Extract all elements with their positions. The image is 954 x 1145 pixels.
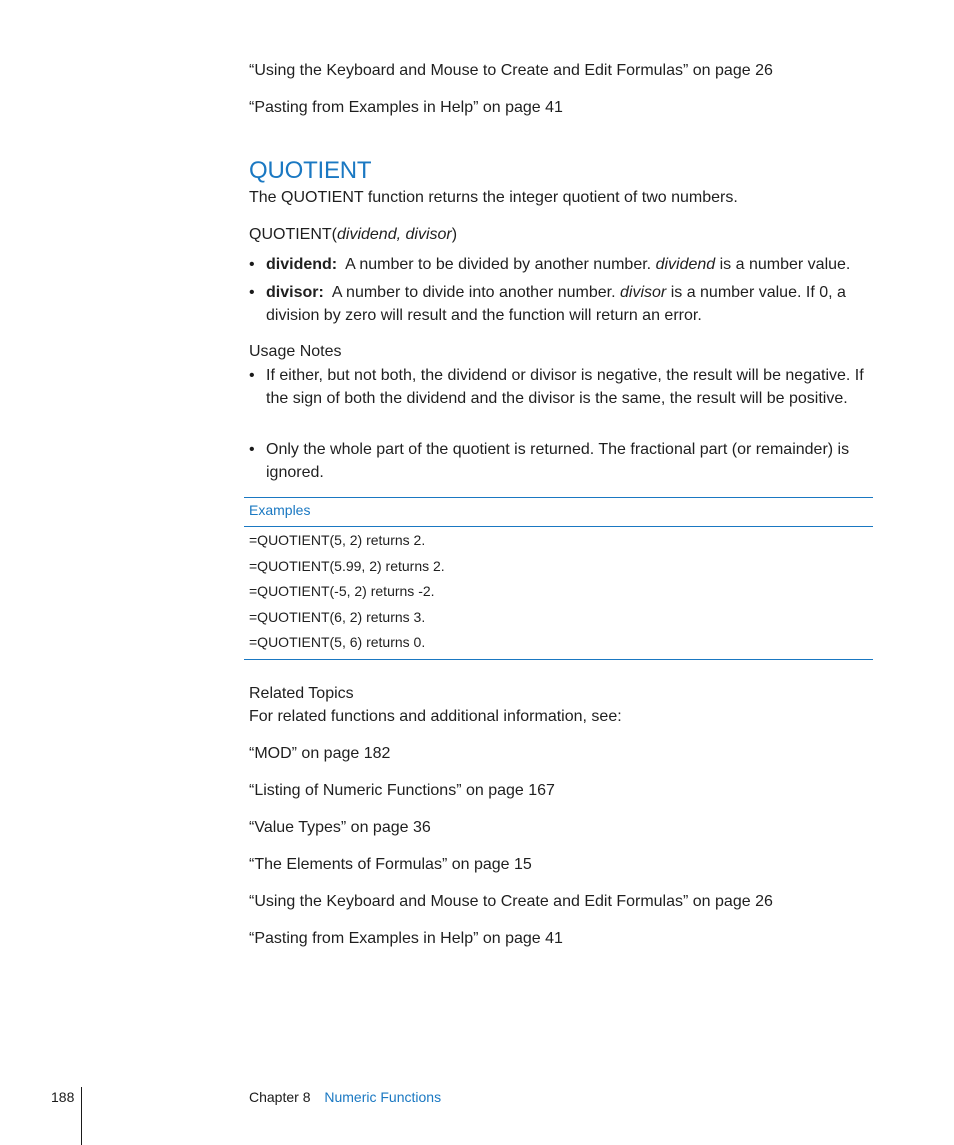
arg-term: dividend: — [266, 256, 338, 273]
usage-note: If either, but not both, the dividend or divisor is negative, the result will be negative. If the sign of both the dividend and the divisor is the same, the result will be positive. — [266, 367, 864, 407]
arg-tail: is a number value. — [719, 256, 851, 273]
related-topics-intro: For related functions and additional information, see: — [249, 708, 622, 725]
usage-note: Only the whole part of the quotient is returned. The fractional part (or remainder) is ignored. — [266, 441, 850, 481]
related-link-pasting-examples[interactable]: “Pasting from Examples in Help” on page 41 — [249, 930, 563, 947]
related-topics-heading: Related Topics — [249, 685, 354, 702]
related-link-mod[interactable]: “MOD” on page 182 — [249, 745, 391, 762]
example-row: =QUOTIENT(-5, 2) returns -2. — [249, 583, 435, 599]
arg-tail: is a number value. If 0, a division by zero will result and the function will return an error. — [266, 284, 846, 324]
related-link-numeric-functions[interactable]: “Listing of Numeric Functions” on page 167 — [249, 782, 555, 799]
section-title: QUOTIENT — [249, 157, 372, 184]
footer-chapter — [249, 1089, 441, 1105]
arg-italic-name: divisor — [620, 284, 667, 301]
page-number: 188 — [51, 1089, 75, 1105]
syntax-arguments: dividend, divisor — [337, 226, 452, 243]
arg-dividend — [266, 253, 876, 276]
arg-divisor — [266, 281, 856, 327]
top-link-keyboard-mouse[interactable]: “Using the Keyboard and Mouse to Create and Edit Formulas” on page 26 — [249, 62, 773, 79]
bullet-marker: • — [249, 367, 255, 384]
footer-chapter-label: Chapter 8 — [249, 1089, 311, 1105]
arg-italic-name: dividend — [655, 256, 716, 273]
arg-description: A number to be divided by another number. — [345, 256, 652, 273]
related-link-value-types[interactable]: “Value Types” on page 36 — [249, 819, 431, 836]
related-link-elements-of-formulas[interactable]: “The Elements of Formulas” on page 15 — [249, 856, 532, 873]
related-link-keyboard-mouse[interactable]: “Using the Keyboard and Mouse to Create and Edit Formulas” on page 26 — [249, 893, 773, 910]
footer-chapter-title[interactable]: Numeric Functions — [324, 1089, 442, 1105]
footer-divider — [81, 1087, 82, 1145]
example-row: =QUOTIENT(5, 6) returns 0. — [249, 634, 426, 650]
examples-top-rule — [244, 497, 873, 498]
usage-notes-heading: Usage Notes — [249, 343, 342, 360]
examples-bottom-rule — [244, 659, 873, 660]
example-row: =QUOTIENT(5, 2) returns 2. — [249, 532, 426, 548]
bullet-marker: • — [249, 284, 255, 301]
examples-header-rule — [244, 526, 873, 527]
examples-heading: Examples — [249, 502, 311, 518]
syntax-close-paren: ) — [451, 226, 458, 243]
bullet-marker: • — [249, 441, 255, 458]
bullet-marker: • — [249, 256, 255, 273]
arg-description: A number to divide into another number. — [331, 284, 616, 301]
section-intro: The QUOTIENT function returns the integer quotient of two numbers. — [249, 189, 738, 206]
syntax-open-paren: ( — [331, 226, 337, 243]
example-row: =QUOTIENT(6, 2) returns 3. — [249, 609, 426, 625]
example-row: =QUOTIENT(5.99, 2) returns 2. — [249, 558, 445, 574]
top-link-pasting-examples[interactable]: “Pasting from Examples in Help” on page 41 — [249, 99, 563, 116]
syntax-function-name: QUOTIENT — [249, 226, 332, 243]
function-syntax — [249, 223, 457, 246]
arg-term: divisor: — [266, 284, 324, 301]
